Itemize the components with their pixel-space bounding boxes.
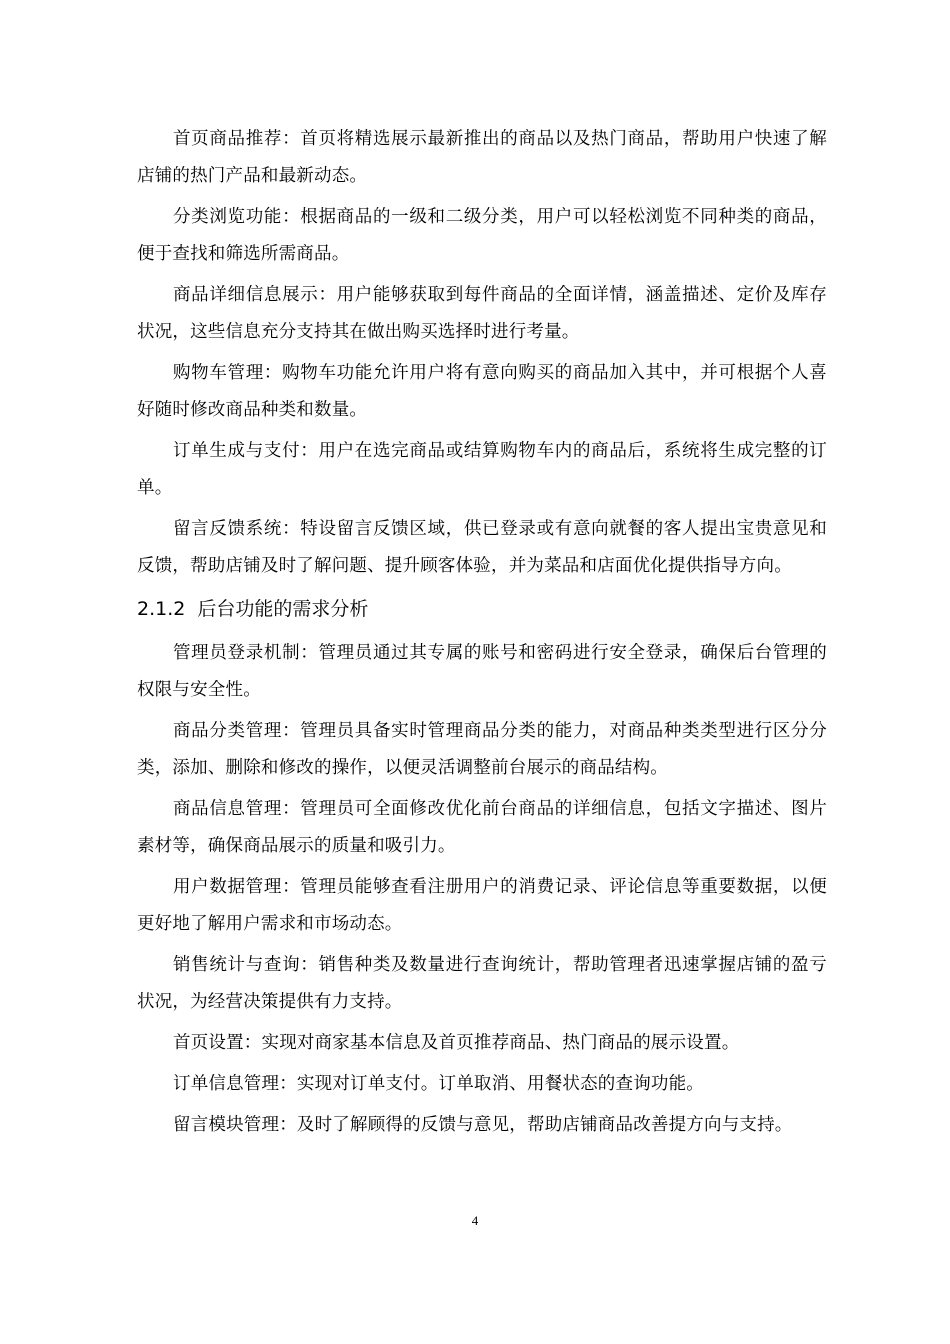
paragraph-order-info-management: 订单信息管理：实现对订单支付。订单取消、用餐状态的查询功能。 — [173, 1074, 704, 1094]
paragraph-category-management: 商品分类管理：管理员具备实时管理商品分类的能力，对商品种类类型进行区分分类，添加、删除和修改的操作，以便灵活调整前台展示的商品结构。 — [137, 721, 827, 778]
paragraph-message-module-management: 留言模块管理：及时了解顾得的反馈与意见，帮助店铺商品改善提方向与支持。 — [173, 1115, 793, 1135]
paragraph-user-data-management: 用户数据管理：管理员能够查看注册用户的消费记录、评论信息等重要数据，以便更好地了解用户需求和市场动态。 — [137, 877, 827, 934]
document-body — [137, 121, 827, 1148]
paragraph-product-info-management: 商品信息管理：管理员可全面修改优化前台商品的详细信息，包括文字描述、图片素材等，确保商品展示的质量和吸引力。 — [137, 799, 827, 856]
paragraph-sales-statistics: 销售统计与查询：销售种类及数量进行查询统计，帮助管理者迅速掌握店铺的盈亏状况，为经营决策提供有力支持。 — [137, 955, 827, 1012]
paragraph-homepage-settings: 首页设置：实现对商家基本信息及首页推荐商品、热门商品的展示设置。 — [173, 1033, 740, 1053]
paragraph-admin-login: 管理员登录机制：管理员通过其专属的账号和密码进行安全登录，确保后台管理的权限与安全性。 — [137, 643, 827, 700]
paragraph-category-browse: 分类浏览功能：根据商品的一级和二级分类，用户可以轻松浏览不同种类的商品，便于查找和筛选所需商品。 — [137, 207, 827, 264]
paragraph-cart-management: 购物车管理：购物车功能允许用户将有意向购买的商品加入其中，并可根据个人喜好随时修改商品种类和数量。 — [137, 363, 827, 420]
section-title: 后台功能的需求分析 — [197, 598, 369, 620]
section-number: 2.1.2 — [137, 598, 186, 620]
paragraph-homepage-recommend: 首页商品推荐：首页将精选展示最新推出的商品以及热门商品，帮助用户快速了解店铺的热门产品和最新动态。 — [137, 129, 827, 186]
paragraph-product-detail: 商品详细信息展示：用户能够获取到每件商品的全面详情，涵盖描述、定价及库存状况，这些信息充分支持其在做出购买选择时进行考量。 — [137, 285, 827, 342]
page-number: 4 — [471, 1213, 479, 1228]
section-heading — [137, 589, 827, 629]
paragraph-feedback-system: 留言反馈系统：特设留言反馈区域，供已登录或有意向就餐的客人提出宝贵意见和反馈，帮助店铺及时了解问题、提升顾客体验，并为菜品和店面优化提供指导方向。 — [137, 519, 827, 576]
paragraph-order-payment: 订单生成与支付：用户在选完商品或结算购物车内的商品后，系统将生成完整的订单。 — [137, 441, 827, 498]
